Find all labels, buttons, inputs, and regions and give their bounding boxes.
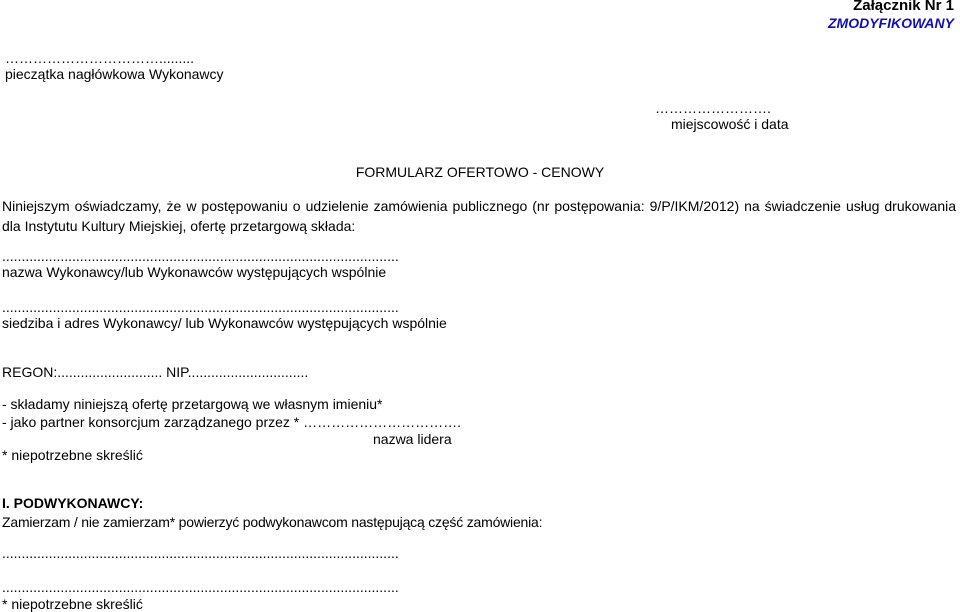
contractor-name-label: nazwa Wykonawcy/lub Wykonawców występujących wspólnie [2, 264, 387, 280]
subcontractors-dots-2: ...................................................................................................... [2, 579, 399, 595]
regon-nip-line: REGON:........................... NIP............................... [2, 364, 309, 380]
subcontractors-dots-1: ...................................................................................................... [2, 545, 399, 561]
stamp-label: pieczątka nagłówkowa Wykonawcy [5, 66, 224, 82]
form-title: FORMULARZ OFERTOWO - CENOWY [355, 164, 605, 180]
annex-label: Załącznik Nr 1 [853, 0, 954, 14]
option-own-name: - składamy niniejszą ofertę przetargową we własnym imieniu* [2, 396, 383, 412]
contractor-address-label: siedziba i adres Wykonawcy/ lub Wykonawców występujących wspólnie [2, 315, 447, 331]
intro-paragraph: Niniejszym oświadczamy, że w postępowaniu o udzielenie zamówienia publicznego (nr postępowania: 9/P/IKM/2012) na świadczenie usług drukowania dla Instytutu Kultury Miejskiej, ofertę przetargową składa: [2, 198, 956, 234]
strike-note-2: * niepotrzebne skreślić [2, 596, 143, 612]
option-consortium: - jako partner konsorcjum zarządzanego przez * ……………………………. [2, 414, 462, 430]
subcontractors-statement: Zamierzam / nie zamierzam* powierzyć podwykonawcom następującą część zamówienia: [2, 514, 543, 530]
modified-label: ZMODYFIKOWANY [828, 15, 954, 31]
contractor-name-dots: ...................................................................................................... [2, 248, 399, 264]
leader-label: nazwa lidera [373, 431, 452, 447]
contractor-address-dots: ...................................................................................................... [2, 299, 399, 315]
place-date-dots: ……………………. [655, 100, 771, 116]
place-date-label: miejscowość i data [671, 116, 789, 132]
strike-note-1: * niepotrzebne skreślić [2, 447, 143, 463]
stamp-dots: ……………………………......... [5, 50, 195, 66]
subcontractors-heading: I. PODWYKONAWCY: [2, 495, 144, 511]
